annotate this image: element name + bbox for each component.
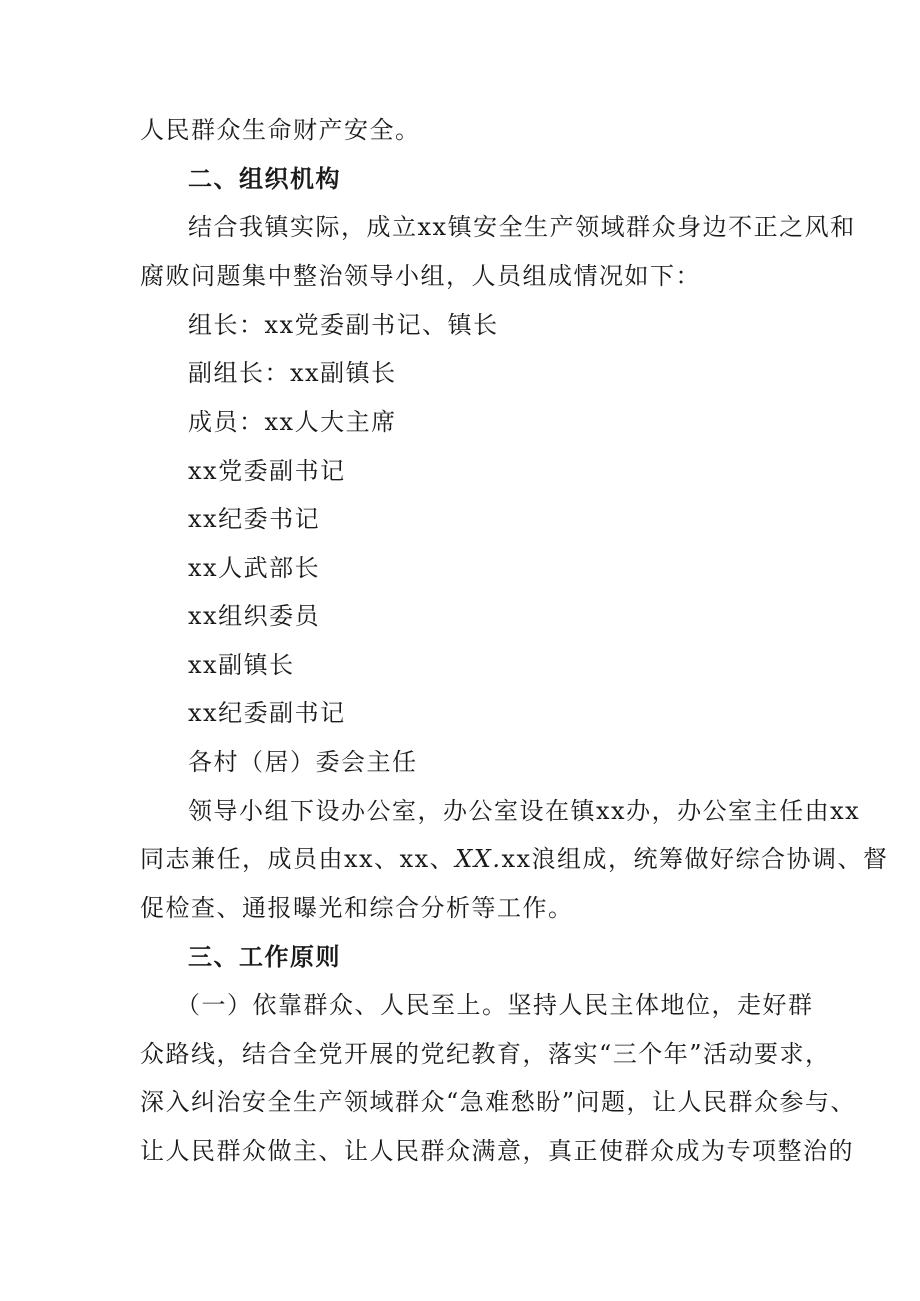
section-heading-organization: 二、组织机构	[188, 164, 341, 193]
member-line: xx党委副书记	[188, 457, 346, 485]
paragraph-line: 腐败问题集中整治领导小组，人员组成情况如下：	[140, 262, 701, 290]
member-line: xx副镇长	[188, 651, 295, 679]
paragraph-line	[140, 843, 889, 875]
paragraph-line: 人民群众生命财产安全。	[140, 116, 421, 144]
member-line: xx纪委书记	[188, 505, 321, 533]
member-line: 副组长：xx副镇长	[188, 359, 397, 387]
member-line: 组长：xx党委副书记、镇长	[188, 311, 499, 339]
paragraph-line: 深入纠治安全生产领域群众“急难愁盼”问题，让人民群众参与、	[140, 1088, 857, 1116]
member-line: xx人武部长	[188, 554, 321, 582]
text-run-italic: XX.	[455, 845, 502, 873]
member-line: xx组织委员	[188, 602, 321, 630]
paragraph-line: 促检查、通报曝光和综合分析等工作。	[140, 894, 574, 922]
text-run: 同志兼任，成员由xx、xx、	[140, 845, 456, 873]
paragraph-line: 让人民群众做主、让人民群众满意，真正使群众成为专项整治的	[140, 1137, 854, 1165]
text-run: xx浪组成，统筹做好综合协调、督	[501, 845, 889, 873]
paragraph-line: 结合我镇实际，成立xx镇安全生产领域群众身边不正之风和	[188, 213, 856, 241]
paragraph-line: 众路线，结合全党开展的党纪教育，落实“三个年”活动要求，	[140, 1040, 831, 1068]
member-line: xx纪委副书记	[188, 699, 346, 727]
member-line: 各村（居）委会主任	[188, 748, 418, 776]
paragraph-line: （一）依靠群众、人民至上。坚持人民主体地位，走好群	[176, 991, 814, 1019]
member-line: 成员：xx人大主席	[188, 408, 397, 436]
section-heading-principles: 三、工作原则	[188, 942, 341, 971]
paragraph-line: 领导小组下设办公室，办公室设在镇xx办，办公室主任由xx	[188, 797, 861, 825]
